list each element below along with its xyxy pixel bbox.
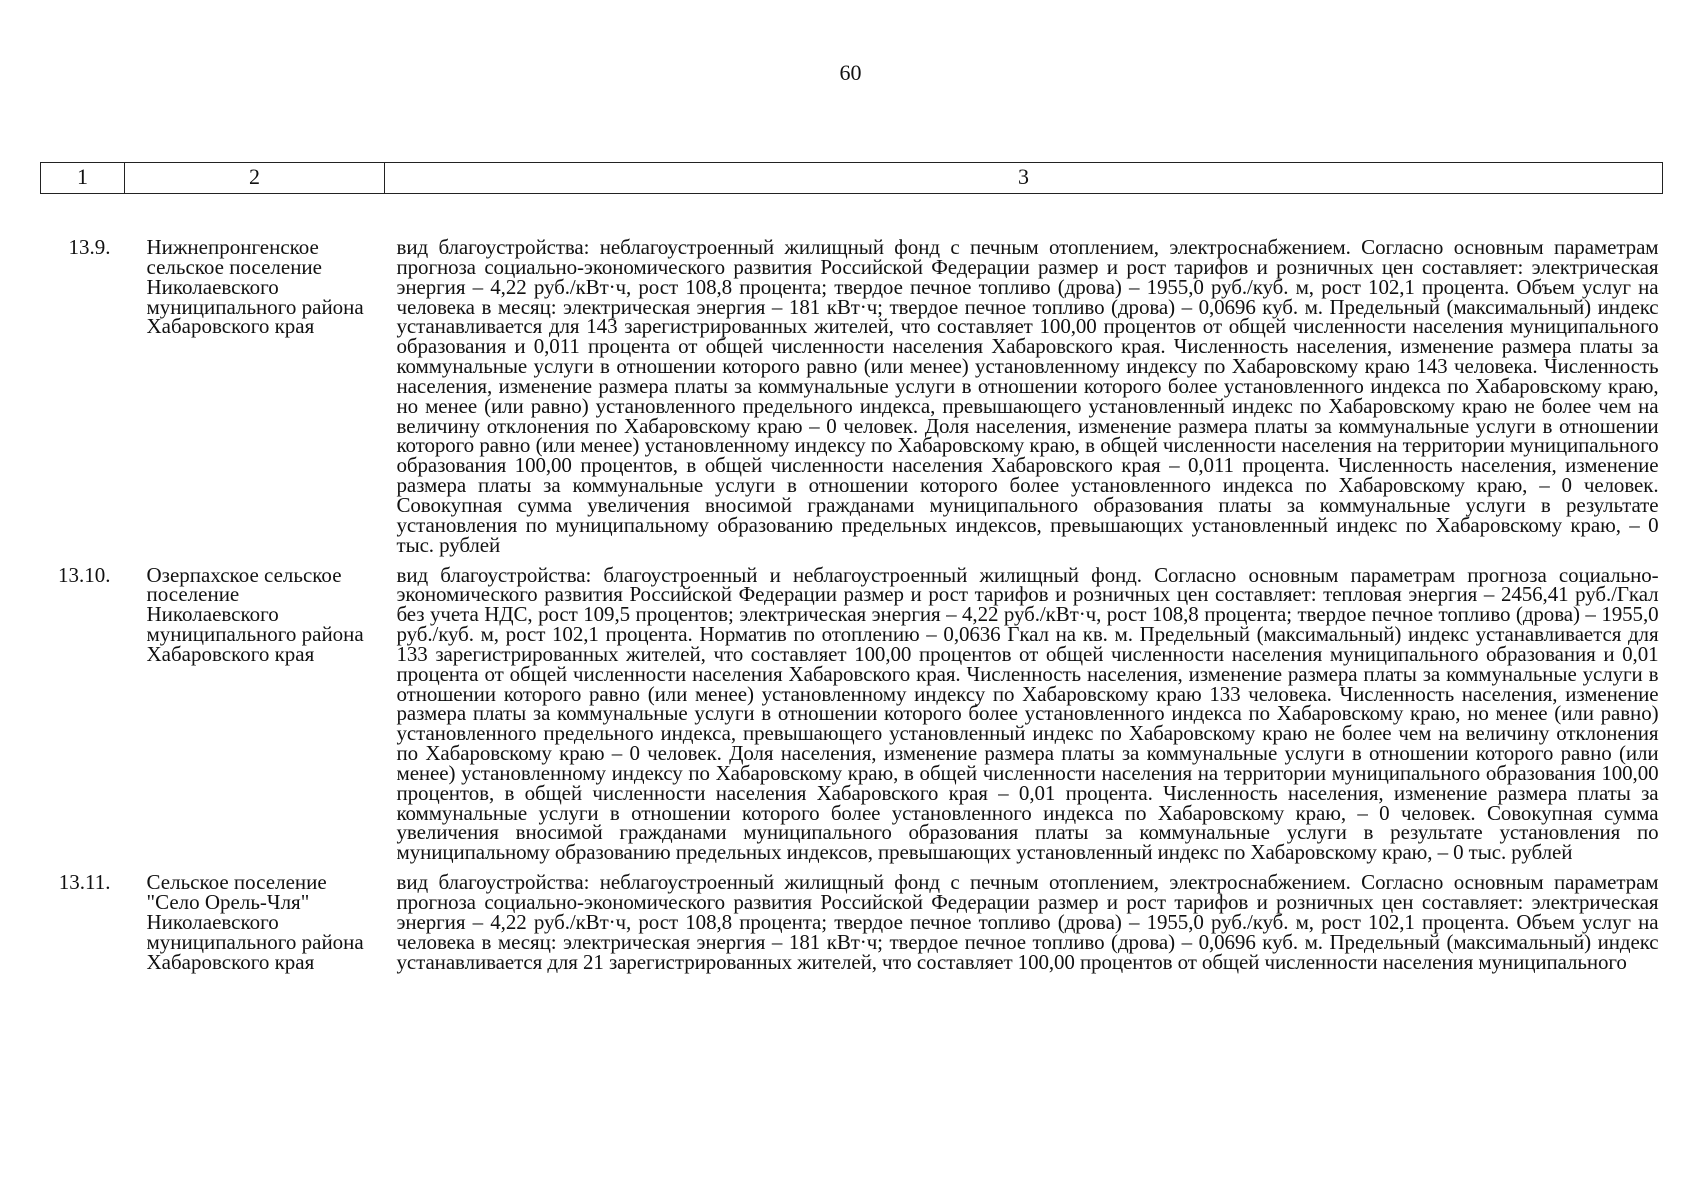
table-row: [41, 194, 1663, 556]
table-body: [41, 194, 1663, 973]
settlement-name: Сельское поселение "Село Орель-Чля" Николаевского муниципального района Хабаровского края: [146, 870, 364, 974]
header-col-2: 2: [125, 163, 385, 194]
table-row: [41, 556, 1663, 864]
document-table: [40, 162, 1663, 972]
row-description: вид благоустройства: неблагоустроенный жилищный фонд с печным отоплением, электроснабжением. Согласно основным параметрам прогноза социально-экономического развития Российской Федерации размер и рост тарифов и розничных цен составляет: электрическая энергия – 4,22 руб./кВт·ч, рост 108,8 процента; твердое печное топливо (дрова) – 1955,0 руб./куб. м, рост 102,1 процента. Объем услуг на человека в месяц: электрическая энергия – 181 кВт·ч; твердое печное топливо (дрова) – 0,0696 куб. м. Предельный (максимальный) индекс устанавливается для 21 зарегистрированных жителей, что составляет 100,00 процентов от общей численности населения муниципального: [396, 870, 1659, 974]
header-row: [41, 163, 1663, 194]
table-header: [41, 163, 1663, 194]
header-col-1: 1: [41, 163, 125, 194]
settlement-name: Озерпахское сельское поселение Николаевского муниципального района Хабаровского края: [146, 562, 364, 666]
row-number: 13.11.: [58, 870, 111, 895]
table-row: [41, 863, 1663, 972]
row-description: вид благоустройства: благоустроенный и неблагоустроенный жилищный фонд. Согласно основным параметрам прогноза социально-экономического развития Российской Федерации размер и рост тарифов и розничных цен составляет: тепловая энергия – 2456,41 руб./Гкал без учета НДС, рост 109,5 процентов; электрическая энергия – 4,22 руб./кВт·ч, рост 108,8 процента; твердое печное топливо (дрова) – 1955,0 руб./куб. м, рост 102,1 процента. Норматив по отоплению – 0,0636 Гкал на кв. м. Предельный (максимальный) индекс устанавливается для 133 зарегистрированных жителей, что составляет 100,00 процентов от общей численности населения муниципального образования и 0,01 процента от общей численности населения Хабаровского края. Численность населения, изменение размера платы за коммунальные услуги в отношении которого равно (или менее) установленному индексу по Хабаровскому краю 133 человека. Численность населения, изменение размера платы за коммунальные услуги в отношении которого более установленного индекса по Хабаровскому краю, но менее (или равно) установленного предельного индекса, превышающего установленный индекс по Хабаровскому краю не более чем на величину отклонения по Хабаровскому краю – 0 человек. Доля населения, изменение размера платы за коммунальные услуги в отношении которого равно (или менее) установленному индексу по Хабаровскому краю, в общей численности населения на территории муниципального образования 100,00 процентов, в общей численности населения Хабаровского края – 0,01 процента. Численность населения, изменение размера платы за коммунальные услуги в отношении которого более установленного индекса по Хабаровскому краю, – 0 человек. Совокупная сумма увеличения вносимой гражданами муниципального образования платы за коммунальные услуги в результате установления по муниципальному образованию предельных индексов, превышающих установленный индекс по Хабаровскому краю, – 0 тыс. рублей: [396, 562, 1659, 865]
header-col-3: 3: [385, 163, 1663, 194]
settlement-name: Нижнепронгенское сельское поселение Николаевского муниципального района Хабаровского края: [146, 235, 364, 339]
row-number: 13.10.: [58, 562, 111, 587]
page-number: 60: [839, 60, 862, 85]
row-number: 13.9.: [68, 235, 111, 259]
row-description: вид благоустройства: неблагоустроенный жилищный фонд с печным отоплением, электроснабжением. Согласно основным параметрам прогноза социально-экономического развития Российской Федерации размер и рост тарифов и розничных цен составляет: электрическая энергия – 4,22 руб./кВт·ч, рост 108,8 процента; твердое печное топливо (дрова) – 1955,0 руб./куб. м, рост 102,1 процента. Объем услуг на человека в месяц: электрическая энергия – 181 кВт·ч; твердое печное топливо (дрова) – 0,0696 куб. м. Предельный (максимальный) индекс устанавливается для 143 зарегистрированных жителей, что составляет 100,00 процентов от общей численности населения муниципального образования и 0,011 процента от общей численности населения Хабаровского края. Численность населения, изменение размера платы за коммунальные услуги в отношении которого равно (или менее) установленному индексу по Хабаровскому краю 143 человека. Численность населения, изменение размера платы за коммунальные услуги в отношении которого более установленного индекса по Хабаровскому краю, но менее (или равно) установленного предельного индекса, превышающего установленный индекс по Хабаровскому краю не более чем на величину отклонения по Хабаровскому краю – 0 человек. Доля населения, изменение размера платы за коммунальные услуги в отношении которого равно (или менее) установленному индексу по Хабаровскому краю, в общей численности населения на территории муниципального образования 100,00 процентов, в общей численности населения Хабаровского края – 0,011 процента. Численность населения, изменение размера платы за коммунальные услуги в отношении которого более установленного индекса по Хабаровскому краю, – 0 человек. Совокупная сумма увеличения вносимой гражданами муниципального образования платы за коммунальные услуги в результате установления по муниципальному образованию предельных индексов, превышающих установленный индекс по Хабаровскому краю, – 0 тыс. рублей: [396, 235, 1659, 557]
